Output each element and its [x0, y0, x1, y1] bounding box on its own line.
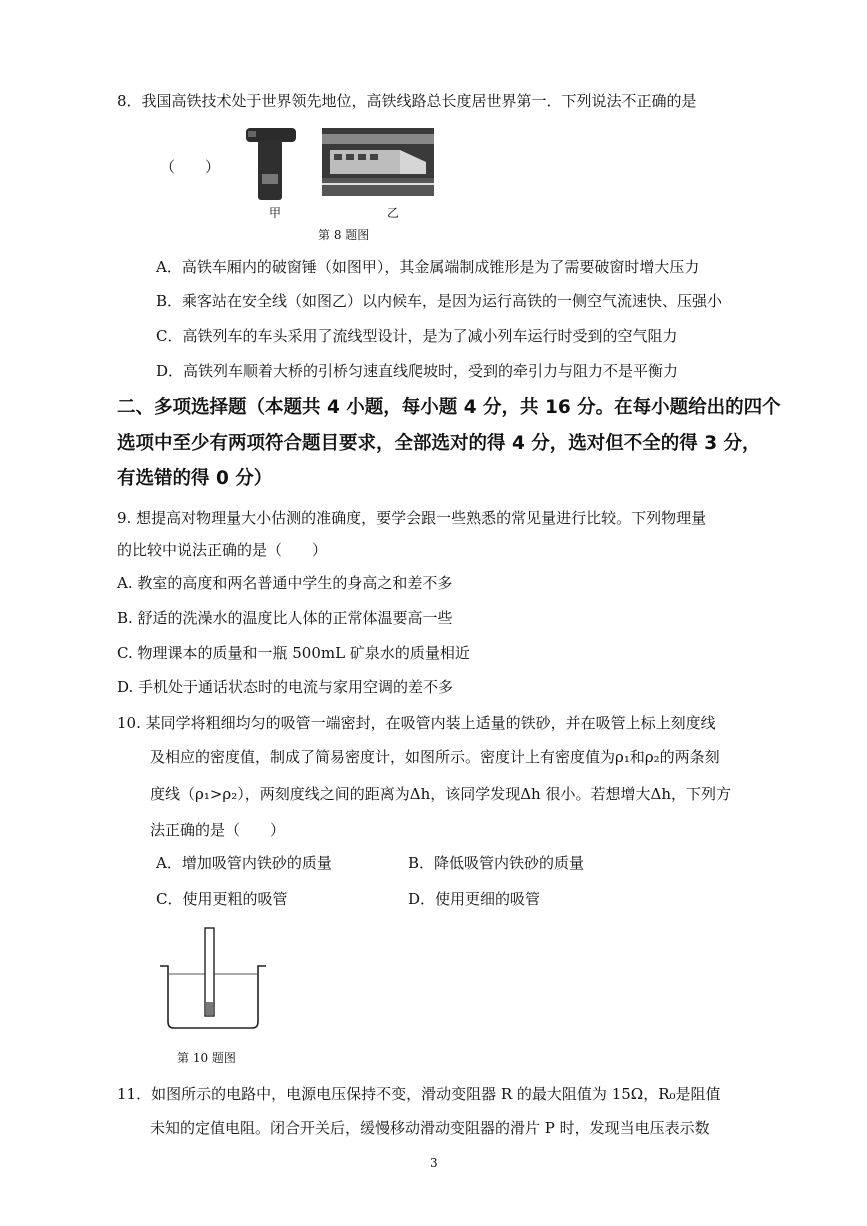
q8-option-d: D．高铁列车顺着大桥的引桥匀速直线爬坡时，受到的牵引力与阻力不是平衡力 [156, 362, 679, 380]
q8-option-b: B．乘客站在安全线（如图乙）以内候车，是因为运行高铁的一侧空气流速快、压强小 [156, 292, 723, 310]
q9-option-b: B. 舒适的洗澡水的温度比人体的正常体温要高一些 [117, 609, 453, 627]
q10-figure-caption: 第 10 题图 [177, 1051, 236, 1065]
q10-stem-line4: 法正确的是（ ） [150, 821, 286, 839]
q11-stem-line1: 11．如图所示的电路中，电源电压保持不变，滑动变阻器 R 的最大阻值为 15Ω，R₀是阻值 [117, 1085, 721, 1103]
q9-stem-line1: 9. 想提高对物理量大小估测的准确度，要学会跟一些熟悉的常见量进行比较。下列物理量 [117, 509, 707, 527]
q9-option-c: C. 物理课本的质量和一瓶 500mL 矿泉水的质量相近 [117, 644, 470, 662]
image-label-jia: 甲 [269, 206, 282, 220]
q10-option-c: C．使用更粗的吸管 [156, 890, 288, 908]
q9-stem-line2: 的比较中说法正确的是（ ） [117, 541, 328, 559]
q8-stem: 8．我国高铁技术处于世界领先地位，高铁线路总长度居世界第一．下列说法不正确的是 [117, 92, 697, 110]
q8-option-c: C．高铁列车的车头采用了流线型设计，是为了减小列车运行时受到的空气阻力 [156, 327, 678, 345]
q8-option-a: A．高铁车厢内的破窗锤（如图甲），其金属端制成锥形是为了需要破窗时增大压力 [156, 258, 700, 276]
q10-option-a: A．增加吸管内铁砂的质量 [156, 854, 332, 872]
q9-option-d: D. 手机处于通话状态时的电流与家用空调的差不多 [117, 678, 454, 696]
page-number: 3 [430, 1156, 438, 1170]
q10-stem-line3: 度线（ρ₁>ρ₂），两刻度线之间的距离为Δh，该同学发现Δh 很小。若想增大Δh，下列方 [150, 785, 731, 803]
window-breaker-hammer-image [244, 126, 298, 206]
q8-answer-paren: （ ） [160, 158, 221, 176]
q10-stem-line2: 及相应的密度值，制成了简易密度计，如图所示。密度计上有密度值为ρ₁和ρ₂的两条刻 [150, 748, 720, 766]
q10-stem-line1: 10. 某同学将粗细均匀的吸管一端密封，在吸管内装上适量的铁砂，并在吸管上标上刻度线 [117, 714, 716, 732]
q10-option-d: D．使用更细的吸管 [408, 890, 541, 908]
section2-heading-line3: 有选错的得 0 分） [117, 468, 273, 489]
section2-heading-line2: 选项中至少有两项符合题目要求，全部选对的得 4 分，选对但不全的得 3 分， [117, 433, 761, 454]
q10-option-b: B．降低吸管内铁砂的质量 [408, 854, 585, 872]
q10-beaker-densimeter-figure [156, 922, 268, 1034]
q11-stem-line2: 未知的定值电阻。闭合开关后，缓慢移动滑动变阻器的滑片 P 时，发现当电压表示数 [150, 1119, 710, 1137]
q9-option-a: A. 教室的高度和两名普通中学生的身高之和差不多 [117, 574, 453, 592]
image-label-yi: 乙 [387, 206, 400, 220]
train-platform-photo [322, 128, 434, 196]
q8-figure-caption: 第 8 题图 [318, 228, 370, 242]
section2-heading-line1: 二、多项选择题（本题共 4 小题，每小题 4 分，共 16 分。在每小题给出的四个 [117, 397, 781, 418]
